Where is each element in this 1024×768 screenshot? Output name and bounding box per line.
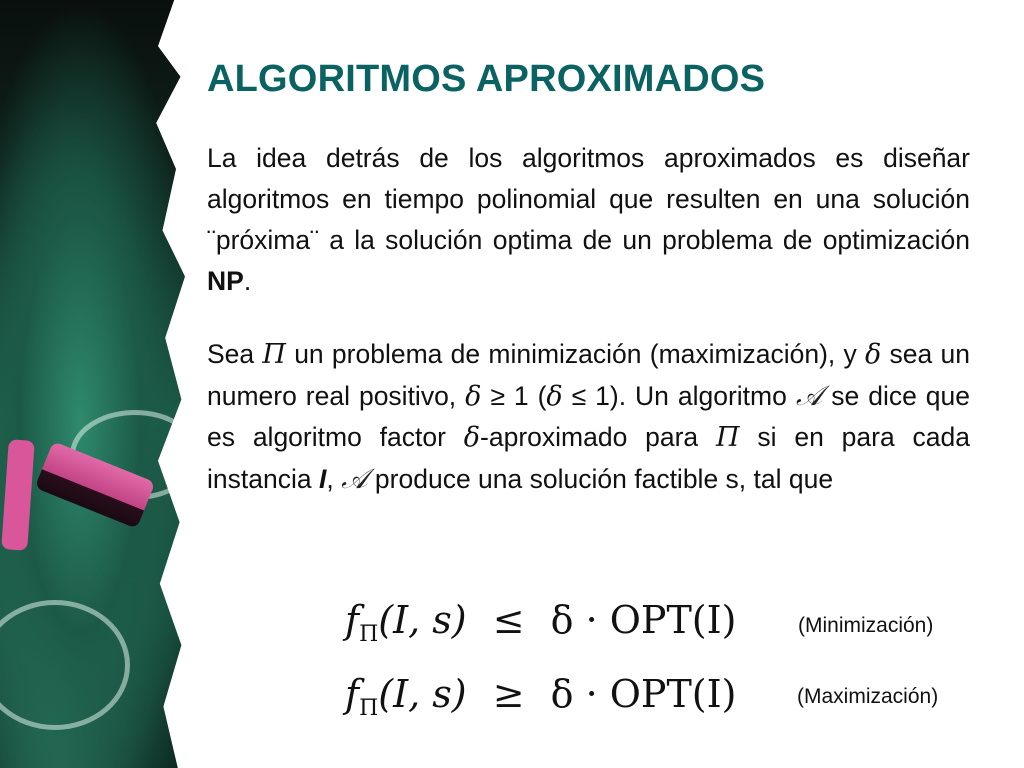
definition-paragraph xyxy=(207,334,970,500)
formula-f: f xyxy=(345,672,360,716)
intro-end: . xyxy=(243,266,252,296)
formula-maximization xyxy=(345,672,736,721)
def-text-6: se dice que es algoritmo factor xyxy=(207,381,971,452)
def-text-8: si en para cada instancia xyxy=(207,422,970,494)
intro-text: La idea detrás de los algoritmos aproximados es diseñar algoritmos en tiempo polinomial que resulten en una solución ¨próxima¨ a la solución optima de un problema de optimización xyxy=(207,143,970,255)
formula-rhs: δ · OPT(I) xyxy=(550,672,737,716)
def-text-9: , xyxy=(326,464,342,494)
formula-operator: ≤ xyxy=(492,598,525,642)
def-text-7: -aproximado para xyxy=(480,422,717,452)
algorithm-a-symbol: 𝒜 xyxy=(341,462,368,495)
slide-title: ALGORITMOS APROXIMADOS xyxy=(207,58,766,100)
delta-symbol: δ xyxy=(463,422,481,453)
formula-operator: ≥ xyxy=(492,672,525,716)
pi-symbol: Π xyxy=(716,422,740,453)
algorithm-a-symbol: 𝒜 xyxy=(795,379,823,412)
formula-args: (I, s) xyxy=(378,672,467,716)
delta-symbol: δ xyxy=(465,381,482,412)
instance-i: I xyxy=(318,464,327,494)
minimization-label: (Minimización) xyxy=(798,614,934,637)
formula-rhs: δ · OPT(I) xyxy=(550,598,737,642)
formula-args: (I, s) xyxy=(378,598,467,642)
intro-paragraph xyxy=(207,138,970,302)
pi-symbol: Π xyxy=(262,339,286,370)
formula-minimization xyxy=(345,598,736,647)
delta-symbol: δ xyxy=(865,339,882,370)
def-text-4: ≥ 1 ( xyxy=(481,381,547,411)
formula-sub: Π xyxy=(359,622,379,647)
def-text-2: un problema de minimización (maximización), y xyxy=(285,339,866,369)
torn-edge xyxy=(140,0,200,768)
maximization-label: (Maximización) xyxy=(797,685,939,708)
def-text-10: produce una solución factible s, tal que xyxy=(367,464,834,494)
formula-sub: Π xyxy=(359,696,379,721)
pink-chalk-stick xyxy=(1,439,35,551)
def-text-5: ≤ 1). Un algoritmo xyxy=(562,381,796,411)
delta-symbol: δ xyxy=(546,381,563,412)
def-text-1: Sea xyxy=(207,339,263,369)
chalkboard-decoration xyxy=(0,0,200,768)
chalk-scribble xyxy=(0,600,130,730)
np-term: NP xyxy=(207,266,244,296)
formula-f: f xyxy=(345,598,360,642)
def-text-3: sea un numero real positivo, xyxy=(207,339,970,411)
